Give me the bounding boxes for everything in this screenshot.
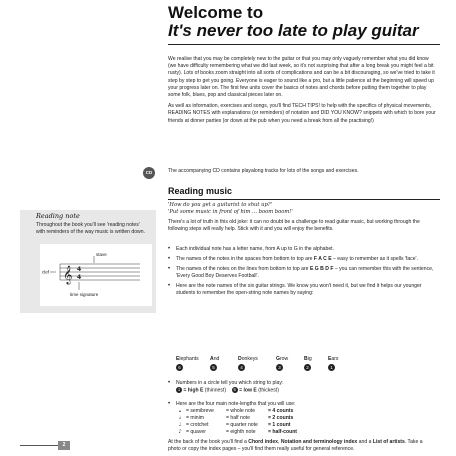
list-item: • The names of the notes on the lines from bottom to top are E G B D F – you can remember this with the sentence, 'Every Good Boy Deserves Football'.: [168, 266, 436, 280]
string-number-badge: 5: [210, 364, 217, 371]
page-number: 2: [58, 441, 70, 450]
table-row: 𝅗𝅥 = minim = half note = 2 counts: [176, 415, 396, 422]
string-1-mnemonic: Ears 1: [328, 356, 339, 370]
intro-text: [168, 56, 436, 129]
reading-music-heading: Reading music: [168, 186, 233, 196]
string-number-badge: 2: [304, 364, 311, 371]
staff-diagram: [40, 244, 152, 306]
joke-quote: [168, 202, 436, 215]
clef-label: clef: [42, 269, 50, 275]
reading-note-heading: Reading note: [36, 212, 80, 220]
quarter-note-icon: ♩: [178, 422, 182, 428]
page-number-rule: [20, 445, 58, 446]
list-item: • Each individual note has a letter name, from A up to G in the alphabet.: [168, 246, 436, 253]
title-line-1: Welcome to: [168, 3, 264, 22]
string-numbers-list: [168, 380, 436, 397]
note-lengths-table: [176, 408, 396, 436]
table-row: ♩ = crotchet = quarter note = 1 count: [176, 422, 396, 429]
index-note: At the back of the book you'll find a Chord index, Notation and terminology index and a List of artists. Take a photo or copy the index pages – you'll find them really useful for general reference.: [168, 439, 423, 452]
table-row: 𝅝 = semibreve = whole note = 4 counts: [176, 408, 396, 415]
title-divider: [168, 44, 440, 45]
string-number-badge: 4: [238, 364, 245, 371]
title-line-2: It's never too late to play guitar: [168, 21, 419, 40]
cd-icon: CD: [143, 167, 155, 179]
string-5-mnemonic: And 5: [210, 356, 220, 370]
list-item: • Numbers in a circle tell you which string to play: 1 = high E (thinnest) 6 = low E (thickest): [168, 380, 436, 394]
intro-paragraph-2: As well as information, exercises and songs, you'll find TECH TIPS! to help with the specifics of physical movements, READING NOTES with explanations (or reminders) of notation and DID YOU KNOW? snippets with which to bore your friends at dinner parties (or down at the pub when you need a break from all the practising!): [168, 103, 436, 124]
joke-quote-line-2: 'Put some music in front of him ... boom boom!': [168, 208, 293, 215]
string-number-badge: 1: [177, 387, 181, 392]
string-number-badge: 6: [176, 364, 183, 371]
stave-label: stave: [96, 252, 107, 257]
reading-note-text: Throughout the book you'll see 'reading notes' with reminders of the way music is written down.: [36, 222, 145, 236]
string-2-mnemonic: Big 2: [304, 356, 312, 370]
intro-paragraph-1: We realise that you may be completely new to the guitar or that you may only vaguely remember what you did know (we have difficulty remembering what we did last week, so it's not surprising that after a long break you might feel a bit rusty). Lots of books zoom straight into all sorts of complications and can be a bit discouraging, so we've tried to take it step by step to get you going. Everyone is eager to sound like a pro, but a little patience at the beginning will speed up your progress later on. The first few units cover the basics of notes and chords before putting them together to play some folk, blues, pop and classical pieces later on.: [168, 56, 435, 99]
string-4-mnemonic: Donkeys 4: [238, 356, 258, 370]
list-item: • Here are the four main note-lengths that you will use:: [168, 401, 436, 408]
intro-paragraph-3: The accompanying CD contains playalong tracks for lots of the songs and exercises.: [168, 168, 359, 174]
eighth-note-icon: ♪: [178, 429, 182, 435]
string-number-badge: 6: [233, 387, 236, 392]
string-6-mnemonic: Elephants 6: [176, 356, 199, 370]
string-number-badge: 3: [276, 364, 283, 371]
whole-note-icon: 𝅝: [178, 408, 182, 414]
list-item: • The names of the notes in the spaces from bottom to top are F A C E – easy to remember as it spells 'face'.: [168, 256, 436, 263]
time-signature-top: 4: [77, 266, 82, 273]
string-names-mnemonic: [176, 356, 376, 376]
section-divider: [168, 199, 440, 200]
half-note-icon: 𝅗𝅥: [179, 415, 181, 421]
string-number-badge: 1: [328, 364, 335, 371]
joke-quote-line-1: 'How do you get a guitarist to shut up?': [168, 202, 273, 208]
table-row: ♪ = quaver = eighth note = half-count: [176, 429, 396, 436]
reading-steps-list: [168, 246, 436, 300]
string-3-mnemonic: Grow 3: [276, 356, 289, 370]
reading-music-paragraph: There's a lot of truth in this old joke: it can no doubt be a challenge to read guitar music, but working through the following steps will really help. Stick with it and you will enjoy the benefits.: [168, 219, 420, 233]
page-title: [168, 4, 438, 40]
time-signature-label: time signature: [70, 292, 99, 297]
treble-clef-icon: 𝄞: [63, 265, 73, 284]
reading-music-intro: [168, 219, 436, 237]
staff-illustration: [40, 244, 152, 306]
intro-cd-text: [168, 168, 436, 179]
time-signature-bottom: 4: [77, 274, 82, 281]
list-item: • Here are the note names of the six guitar strings. We know you won't need it, but we find it helps our younger students to remember the open-string note names by saying:: [168, 283, 436, 297]
